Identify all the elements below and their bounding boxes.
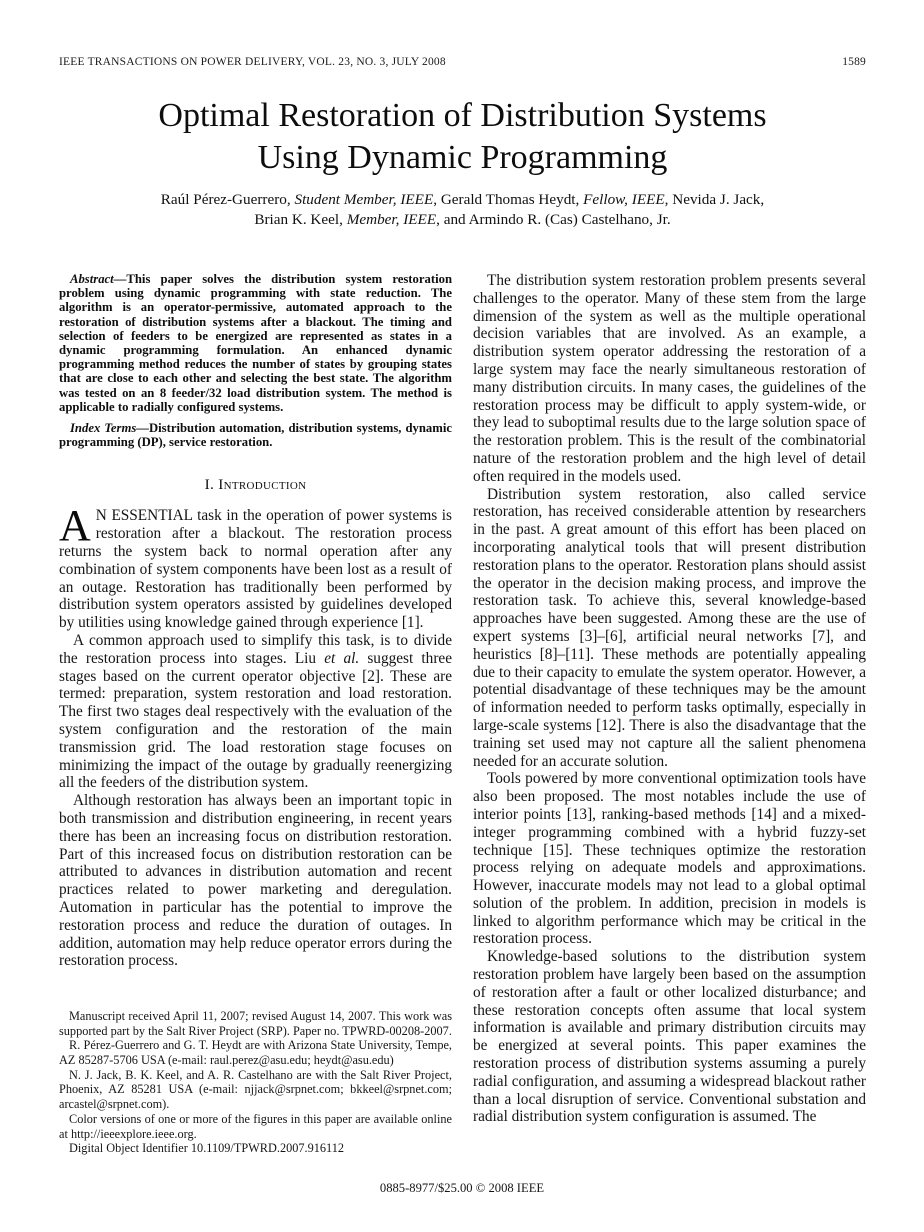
- text-segment: , and Armindo R. (Cas) Castelhano, Jr.: [436, 211, 671, 228]
- text-segment: Abstract—: [70, 272, 127, 286]
- text-segment: Raúl Pérez-Guerrero,: [160, 191, 295, 208]
- authors-line-2: [59, 210, 866, 230]
- text-segment: Fellow, IEEE: [583, 191, 665, 208]
- footnote-color-versions: Color versions of one or more of the figures in this paper are available online at http://ieeexplore.ieee.org.: [59, 1111, 452, 1141]
- footnote-affiliation-srp: N. J. Jack, B. K. Keel, and A. R. Castelhano are with the Salt River Project, Phoenix, AZ 85281 USA (e-mail: njjack@srpnet.com; bkkeel@srpnet.com; arcastel@srpnet.com).: [59, 1067, 452, 1112]
- right-column: [473, 272, 866, 1160]
- page-number: 1589: [842, 56, 866, 68]
- right-paragraph-4: Knowledge-based solutions to the distribution system restoration problem have largely been based on the assumption of restoration after a fault or other localized disturbance; and these restoration concepts often assume that local system information is available and primary distribution circuits may be energized at several points. This paper examines the restoration process of distribution systems assuming a purely radial configuration, and assuming a widespread blackout rather than a local disruption of service. Conventional substation and radial distribution system configuration is assumed. The: [473, 948, 866, 1126]
- right-paragraph-3: Tools powered by more conventional optimization tools have also been proposed. The most notables include the use of interior points [13], ranking-based methods [14] and a mixed-integer programming combined with a hybrid fuzzy-set technique [15]. These techniques optimize the restoration process relying on adequate models and approximations. However, inaccurate models may not lead to a global optimal solution of the problem. In addition, precision in models is linked to algorithm performance which may be critical in the restoration process.: [473, 770, 866, 948]
- text-segment: et al.: [324, 649, 360, 667]
- text-segment: Student Member, IEEE: [294, 191, 434, 208]
- text-segment: Index Terms—: [70, 421, 149, 436]
- text-segment: Brian K. Keel,: [254, 211, 347, 228]
- paper-title: [59, 95, 866, 179]
- authors-line-1: [59, 190, 866, 210]
- section-heading-introduction: I. Introduction: [204, 476, 307, 494]
- journal-header: IEEE TRANSACTIONS ON POWER DELIVERY, VOL. 23, NO. 3, JULY 2008: [59, 56, 446, 68]
- index-terms: [59, 421, 452, 449]
- intro-paragraph-2: [59, 632, 452, 792]
- first-page-footnote: [59, 1009, 452, 1160]
- title-line-1: Optimal Restoration of Distribution Systems: [158, 97, 767, 134]
- text-segment: Member, IEEE: [346, 211, 437, 228]
- copyright-footer: 0885-8977/$25.00 © 2008 IEEE: [379, 1181, 545, 1195]
- title-line-2: Using Dynamic Programming: [257, 139, 668, 176]
- left-column: [59, 272, 452, 1160]
- text-segment: suggest three stages based on the current operator objective [2]. These are termed: preparation, system restoration and load restoration. The first two stages deal respectively with the evaluation of the system configuration and the restoration of the main transmission grid. The load restoration stage focuses on minimizing the impact of the outage by gradually reenergizing all the feeders of the distribution system.: [59, 649, 452, 792]
- running-head: [59, 56, 866, 68]
- text-segment: This paper solves the distribution system restoration problem using dynamic programming with state reduction. The algorithm is an operator-permissive, automated approach to the restoration of distribution systems after a blackout. The timing and selection of feeders to be energized are represented as states in a dynamic programming formulation. An enhanced dynamic programming method reduces the number of states by grouping states that are close to each other and selecting the best state. The algorithm was tested on an 8 feeder/32 load distribution system. The method is applicable to radially configured systems.: [59, 272, 452, 414]
- right-paragraph-2: Distribution system restoration, also called service restoration, has received considerable attention by researchers in the past. A great amount of this effort has been placed on incorporating analytical tools that will present distribution restoration plans to the operator. Restoration plans should assist the operator in the decision making process, and improve the restoration task. To achieve this, several knowledge-based approaches have been suggested. Among these are the use of expert systems [3]–[6], artificial neural networks [7], and heuristics [8]–[11]. These methods are potentially appealing due to their capacity to emulate the system operator. However, a potential disadvantage of these techniques may be the amount of information needed to perform tasks optimally, especially in large-scale systems [12]. There is also the disadvantage that the training set used may not capture all the salient phenomena needed for an accurate solution.: [473, 485, 866, 770]
- intro-paragraph-3: Although restoration has always been an important topic in both transmission and distribution engineering, in recent years there has been an increasing focus on distribution restoration. Part of this increased focus on distribution restoration can be attributed to advances in distribution automation and recent practices related to power marketing and deregulation. Automation in particular has the potential to improve the restoration process and reduce the duration of outages. In addition, automation may help reduce operator errors during the restoration process.: [59, 792, 452, 970]
- footnote-manuscript: Manuscript received April 11, 2007; revised August 14, 2007. This work was supported part by the Salt River Project (SRP). Paper no. TPWRD-00208-2007.: [59, 1008, 452, 1038]
- author-list: [59, 190, 866, 230]
- text-segment: A common approach used to simplify this task, is to divide the restoration process into stages. Liu: [59, 632, 452, 667]
- abstract: [59, 272, 452, 414]
- right-paragraph-1: The distribution system restoration problem presents several challenges to the operator. Many of these stem from the large dimension of the system as well as the multiple operational decision variables that are involved. As an example, a distribution system operator addressing the restoration of a large system may face the nearly simultaneous restoration of many distribution circuits. In many cases, the guidelines of the restoration process may be difficult to apply system-wide, or they lead to suboptimal results due to the large solution space of the restoration problem. This is the result of the combinatorial nature of the restoration problem and the high level of detail often required in the models used.: [473, 272, 866, 485]
- footnote-affiliation-asu: R. Pérez-Guerrero and G. T. Heydt are with Arizona State University, Tempe, AZ 85287-5706 USA (e-mail: raul.perez@asu.edu; heydt@asu.edu): [59, 1038, 452, 1068]
- intro-paragraph-1-text: N ESSENTIAL task in the operation of power systems is restoration after a blackout. The restoration process returns the system back to normal operation after any combination of system components have been lost as a result of an outage. Restoration has traditionally been performed by distribution system operators assisted by guidelines developed by utilities using knowledge gained through experience [1].: [59, 507, 452, 632]
- footnote-doi: Digital Object Identifier 10.1109/TPWRD.2007.916112: [69, 1141, 345, 1156]
- text-segment: , Nevida J. Jack,: [664, 191, 765, 208]
- drop-cap: A: [59, 501, 91, 551]
- text-segment: Distribution automation, distribution systems, dynamic programming (DP), service restoration.: [59, 421, 452, 450]
- two-column-body: [59, 272, 866, 1160]
- text-segment: , Gerald Thomas Heydt,: [433, 191, 584, 208]
- intro-paragraph-1: [59, 501, 452, 632]
